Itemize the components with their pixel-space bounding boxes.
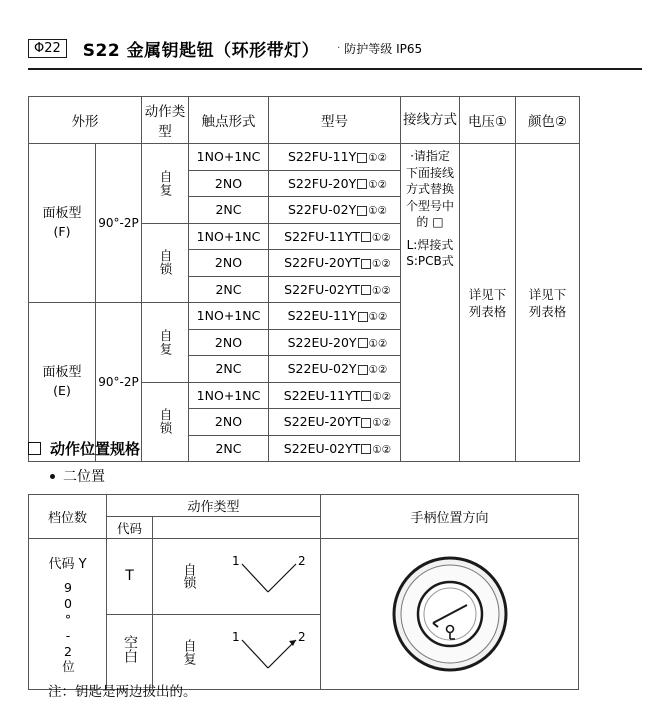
action-e-self-lock: [142, 382, 189, 462]
section-title-text: 动作位置规格: [50, 440, 141, 458]
wiring-s: S:PCB式: [406, 254, 454, 268]
wiring-l: L:焊接式: [406, 237, 454, 252]
contact-f2-2: 2NO: [189, 250, 269, 277]
page-header: [28, 28, 642, 70]
wiring-note: ·请指定下面接线方式替换个型号中的 □: [406, 149, 455, 229]
model-text: S22EU-02YT: [283, 440, 361, 456]
key-switch-illustration: [321, 539, 578, 689]
model-text: S22EU-11YT: [283, 387, 361, 403]
placeholder-square-icon: [358, 365, 368, 375]
placeholder-square-icon: [357, 206, 367, 216]
voltage-cell: [460, 144, 516, 462]
outer-type-f: [29, 144, 96, 303]
diameter-badge: Φ22: [28, 39, 67, 58]
placeholder-square-icon: [358, 338, 368, 348]
action-e-self-reset: [142, 303, 189, 383]
pos-code-vertical: 90°-2位: [60, 579, 76, 674]
model-text: S22FU-11Y: [287, 149, 357, 165]
action-f-self-lock: [142, 223, 189, 303]
model-text: S22EU-11Y: [287, 308, 357, 324]
model-suffix: ①②: [372, 258, 391, 271]
pos-code-cell: [29, 539, 107, 690]
model-f1-1: [269, 144, 401, 171]
model-f2-3: [269, 276, 401, 303]
contact-e2-1: 1NO+1NC: [189, 382, 269, 409]
pos-subheader-blank: [153, 517, 321, 539]
header-model: 型号: [269, 97, 401, 144]
section-subtitle-text: 二位置: [63, 469, 105, 485]
model-text: S22FU-20Y: [287, 175, 357, 191]
action-f-self-lock-label: 自锁: [158, 249, 173, 277]
pos-row1-action-label: [180, 563, 202, 589]
color-note: 详见下列表格: [528, 286, 567, 319]
voltage-note: 详见下列表格: [468, 286, 507, 319]
model-f2-2: [269, 250, 401, 277]
outer-type-f-code: (F): [53, 224, 71, 239]
svg-text:1: 1: [232, 629, 240, 644]
header-action: 动作类型: [142, 97, 189, 144]
outer-type-e-code: (E): [53, 383, 71, 398]
model-text: S22EU-20Y: [287, 334, 357, 350]
model-f2-1: [269, 223, 401, 250]
placeholder-square-icon: [357, 153, 367, 163]
pos-code-label: 代码 Y: [48, 556, 87, 572]
pos-row1-action: [153, 539, 321, 615]
model-e2-2: [269, 409, 401, 436]
contact-f1-1: 1NO+1NC: [189, 144, 269, 171]
model-e2-3: [269, 435, 401, 462]
model-text: S22FU-02Y: [287, 202, 357, 218]
bullet-icon: ·: [337, 42, 341, 54]
model-f1-3: [269, 197, 401, 224]
contact-f1-3: 2NC: [189, 197, 269, 224]
key-switch-icon: [375, 539, 525, 689]
model-suffix: ①②: [368, 152, 388, 165]
angle-f: 90°-2P: [96, 144, 142, 303]
model-text: S22FU-11YT: [284, 228, 361, 244]
wiring-method-cell: [401, 144, 460, 462]
table-row: [29, 144, 580, 171]
placeholder-square-icon: [361, 391, 371, 401]
model-suffix: ①②: [372, 443, 392, 456]
model-text: S22FU-02YT: [284, 281, 361, 297]
section-action-position-title: [28, 438, 140, 459]
action-e-self-lock-label: 自锁: [158, 408, 173, 436]
outer-type-f-name: 面板型: [42, 206, 82, 221]
pos-header-gear: 档位数: [29, 495, 107, 539]
pos-row1-action-text: 自锁: [180, 563, 196, 590]
model-e1-2: [269, 329, 401, 356]
specification-table: [28, 96, 580, 462]
self-lock-position-diagram-icon: [220, 550, 320, 602]
placeholder-square-icon: [361, 285, 371, 295]
position-row-1: [29, 539, 579, 615]
contact-f2-1: 1NO+1NC: [189, 223, 269, 250]
pos-row2-action: [153, 614, 321, 690]
contact-e1-3: 2NC: [189, 356, 269, 383]
placeholder-square-icon: [361, 232, 371, 242]
header-outer: 外形: [29, 97, 142, 144]
contact-e1-1: 1NO+1NC: [189, 303, 269, 330]
pos-header-action: 动作类型: [107, 495, 321, 517]
contact-e2-2: 2NO: [189, 409, 269, 436]
header-color: 颜色②: [516, 97, 580, 144]
self-reset-position-diagram-icon: [220, 626, 320, 678]
placeholder-square-icon: [361, 259, 371, 269]
pos-row2-code: [107, 614, 153, 690]
protection-rating: 防护等级 IP65: [344, 41, 423, 56]
model-suffix: ①②: [372, 284, 391, 297]
contact-e2-3: 2NC: [189, 435, 269, 462]
page-title: S22 金属钥匙钮（环形带灯）: [82, 40, 320, 61]
header-voltage: 电压①: [460, 97, 516, 144]
placeholder-square-icon: [361, 444, 371, 454]
model-text: S22EU-20YT: [283, 414, 361, 430]
pos-row2-action-text: 自复: [180, 638, 196, 665]
table-header-row: [29, 97, 580, 144]
action-f-self-reset: [142, 144, 189, 224]
position-header-row: [29, 495, 579, 517]
placeholder-square-icon: [358, 312, 368, 322]
pos-row2-action-label: [180, 639, 202, 665]
action-f-self-reset-label: 自复: [158, 169, 173, 197]
pos-row1-code: T: [107, 539, 153, 615]
pos-row2-code-text: 空白: [122, 635, 138, 664]
square-bullet-icon: [28, 442, 41, 455]
section-two-position-title: [50, 466, 105, 486]
header-wiring: 接线方式: [401, 97, 460, 144]
model-e1-3: [269, 356, 401, 383]
dot-bullet-icon: [50, 474, 55, 479]
color-cell: [516, 144, 580, 462]
model-suffix: ①②: [368, 337, 388, 350]
outer-type-e-name: 面板型: [42, 365, 82, 380]
model-f1-2: [269, 170, 401, 197]
svg-text:2: 2: [298, 554, 306, 569]
model-suffix: ①②: [372, 231, 391, 244]
model-suffix: ①②: [368, 311, 388, 324]
model-suffix: ①②: [368, 364, 388, 377]
model-suffix: ①②: [368, 205, 388, 218]
contact-e1-2: 2NO: [189, 329, 269, 356]
position-table: [28, 494, 579, 690]
pos-subheader-code: 代码: [107, 517, 153, 539]
contact-f1-2: 2NO: [189, 170, 269, 197]
angle-e: 90°-2P: [96, 303, 142, 462]
model-suffix: ①②: [372, 390, 392, 403]
action-e-self-reset-label: 自复: [158, 328, 173, 356]
contact-f2-3: 2NC: [189, 276, 269, 303]
model-suffix: ①②: [368, 178, 388, 191]
footer-note: 注：钥匙是两边拔出的。: [48, 684, 197, 700]
model-e2-1: [269, 382, 401, 409]
model-text: S22FU-20YT: [284, 255, 361, 271]
model-e1-1: [269, 303, 401, 330]
placeholder-square-icon: [361, 418, 371, 428]
model-text: S22EU-02Y: [287, 361, 357, 377]
header-contact: 触点形式: [189, 97, 269, 144]
pos-header-handle: 手柄位置方向: [321, 495, 579, 539]
handle-direction-cell: [321, 539, 579, 690]
svg-text:1: 1: [232, 554, 240, 569]
model-suffix: ①②: [372, 417, 392, 430]
placeholder-square-icon: [357, 179, 367, 189]
svg-text:2: 2: [298, 629, 306, 644]
